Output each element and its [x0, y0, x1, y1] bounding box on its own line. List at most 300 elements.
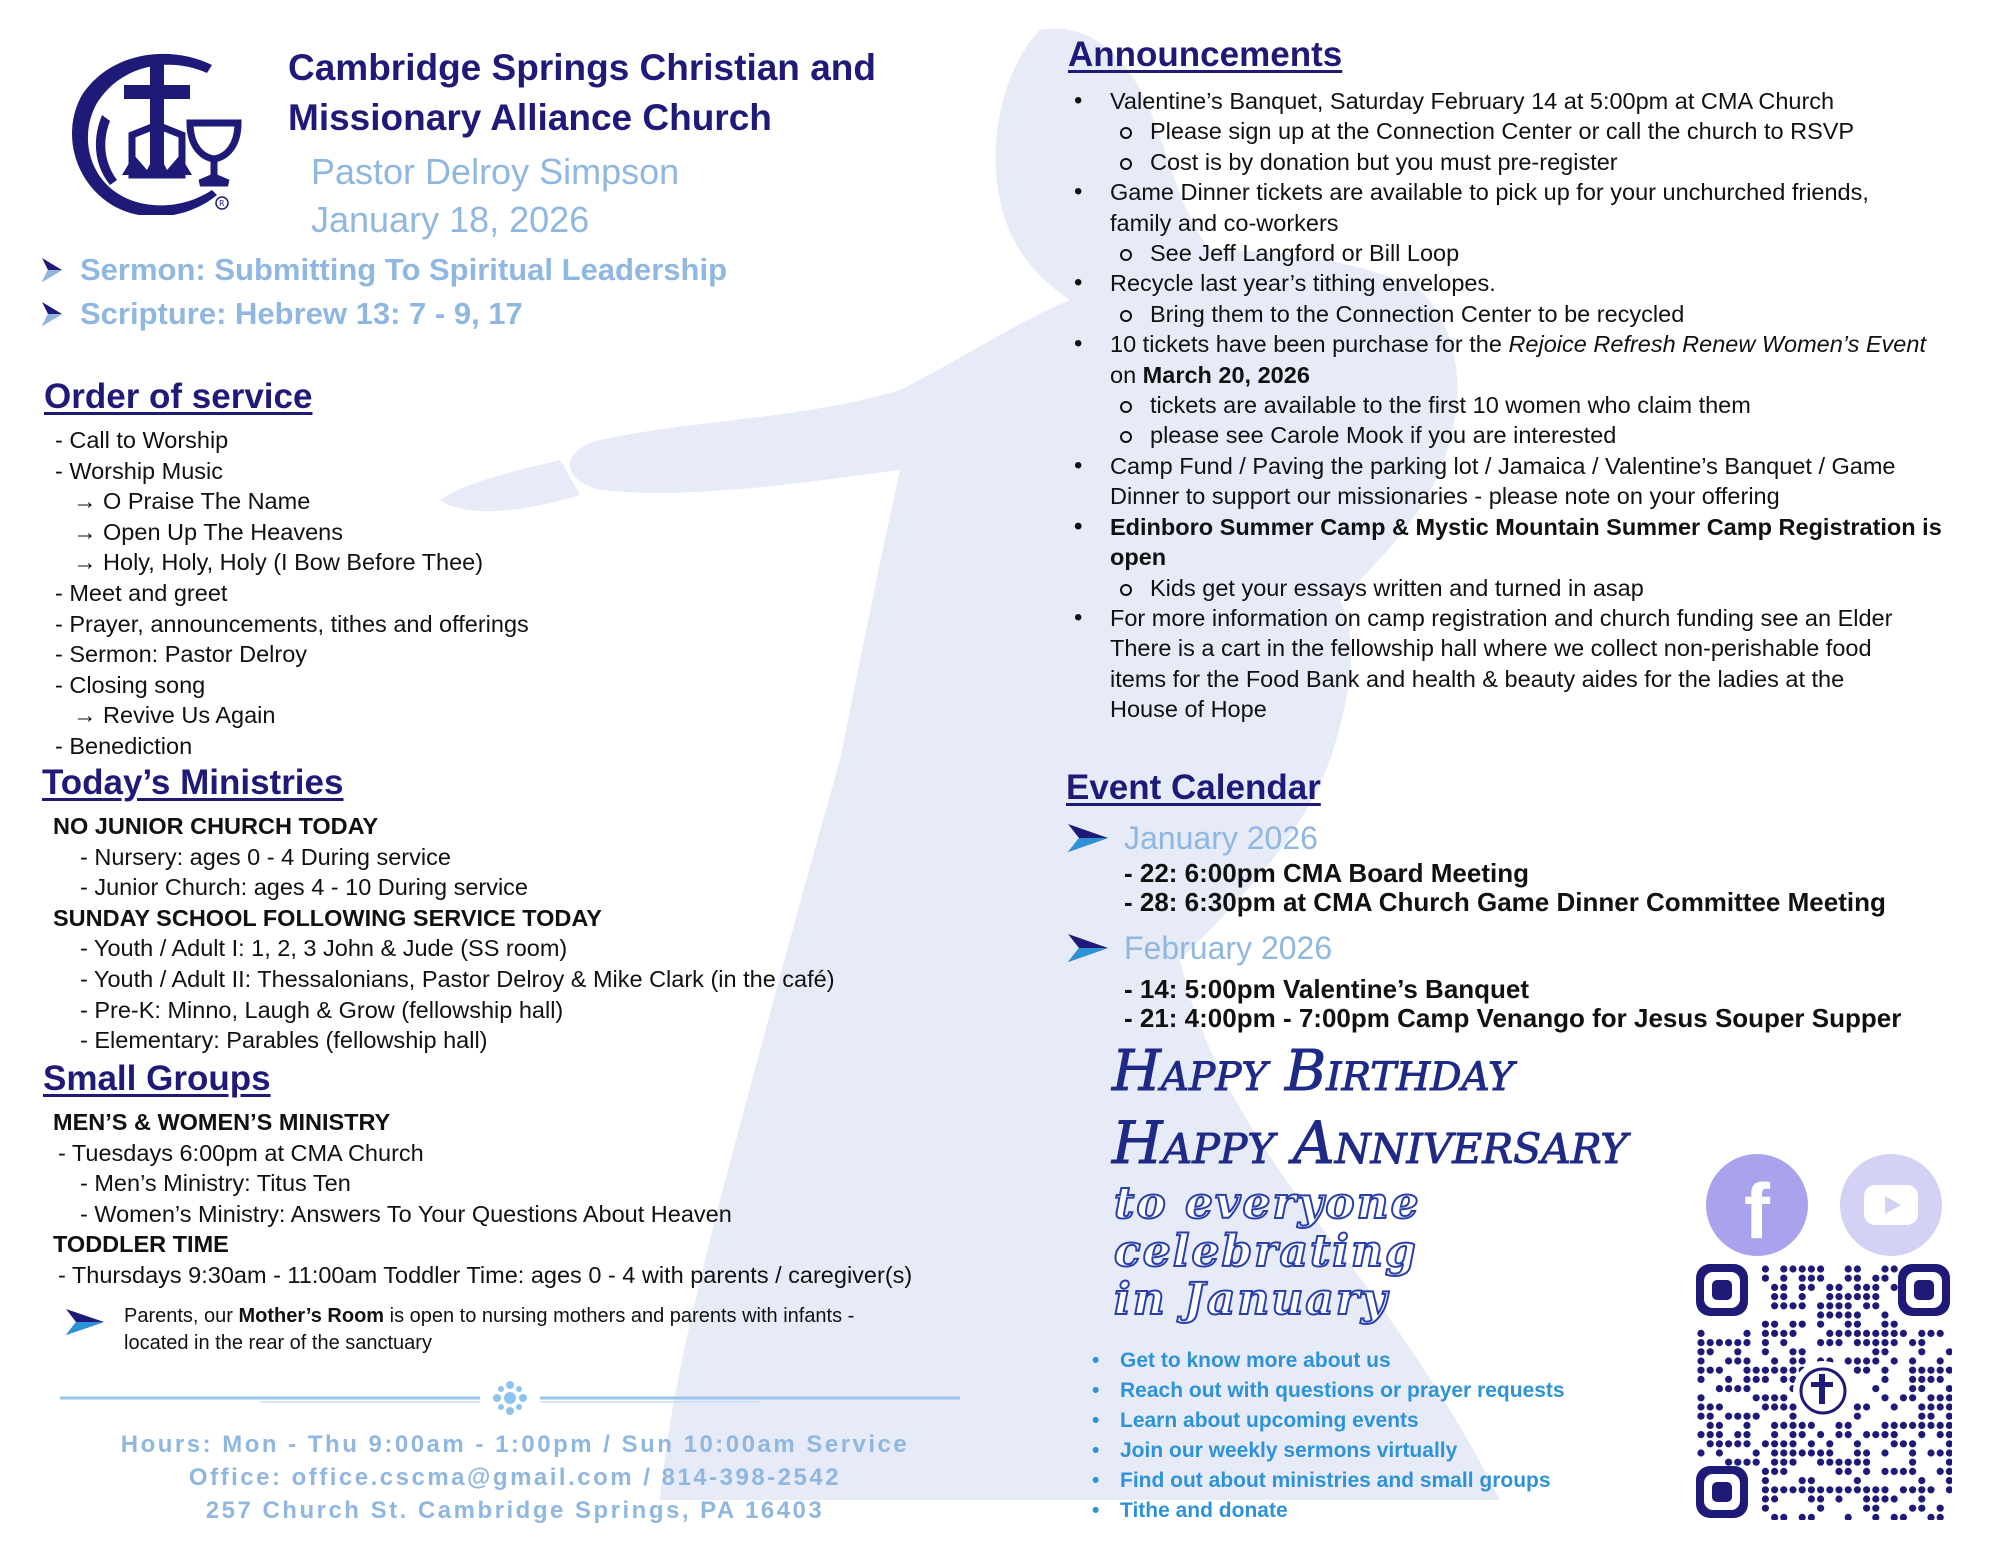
list-item: • Valentine’s Banquet, Saturday February 14 at 5:00pm at CMA Church: [1070, 86, 1970, 116]
qr-module: [1762, 1321, 1769, 1328]
qr-module: [1771, 1403, 1778, 1410]
qr-module: [1799, 1275, 1806, 1282]
qr-module: [1835, 1339, 1842, 1346]
qr-module: [1734, 1348, 1741, 1355]
qr-module: [1697, 1367, 1704, 1374]
sermon-info: [40, 248, 727, 336]
qr-module: [1854, 1275, 1861, 1282]
qr-module: [1780, 1265, 1787, 1272]
qr-module: [1743, 1459, 1750, 1466]
qr-module: [1762, 1505, 1769, 1512]
qr-module: [1909, 1440, 1916, 1447]
link-weekly-sermons[interactable]: • Join our weekly sermons virtually: [1090, 1436, 1565, 1466]
qr-module: [1799, 1348, 1806, 1355]
qr-module: [1753, 1459, 1760, 1466]
qr-module: [1835, 1486, 1842, 1493]
qr-module: [1872, 1284, 1879, 1291]
qr-module: [1845, 1321, 1852, 1328]
qr-module: [1872, 1431, 1879, 1438]
script-line: to everyone: [1114, 1178, 1421, 1229]
list-item: → Revive Us Again: [73, 702, 276, 729]
qr-module: [1707, 1403, 1714, 1410]
qr-module: [1854, 1265, 1861, 1272]
qr-module: [1743, 1357, 1750, 1364]
qr-module: [1946, 1440, 1952, 1447]
qr-module: [1817, 1321, 1824, 1328]
qr-module: [1872, 1486, 1879, 1493]
qr-module: [1826, 1486, 1833, 1493]
qr-module: [1743, 1422, 1750, 1429]
qr-module: [1725, 1440, 1732, 1447]
announcement-line: • Game Dinner tickets are available to pick up for your unchurched friends,: [1110, 179, 1869, 206]
scripture-reference: Scripture: Hebrew 13: 7 - 9, 17: [80, 296, 523, 331]
qr-module: [1817, 1449, 1824, 1456]
qr-module: [1881, 1394, 1888, 1401]
list-item: - Men’s Ministry: Titus Ten: [80, 1170, 351, 1197]
qr-module: [1771, 1431, 1778, 1438]
qr-module: [1826, 1459, 1833, 1466]
announcement-line: • Edinboro Summer Camp & Mystic Mountain Summer Camp Registration is: [1110, 513, 1942, 540]
qr-module: [1780, 1302, 1787, 1309]
qr-module: [1808, 1265, 1815, 1272]
small-groups-heading: Small Groups: [43, 1059, 271, 1098]
qr-module: [1927, 1403, 1934, 1410]
link-about-us[interactable]: • Get to know more about us: [1090, 1346, 1565, 1376]
qr-module: [1771, 1284, 1778, 1291]
event-item: - 14: 5:00pm Valentine’s Banquet: [1124, 974, 1530, 1004]
qr-module: [1799, 1431, 1806, 1438]
qr-module: [1817, 1339, 1824, 1346]
qr-module: [1743, 1339, 1750, 1346]
qr-code[interactable]: [1694, 1262, 1952, 1520]
qr-module: [1909, 1339, 1916, 1346]
list-item: - Pre-K: Minno, Laugh & Grow (fellowship hall): [80, 996, 564, 1023]
announcement-line: There is a cart in the fellowship hall where we collect non-perishable food: [1110, 635, 1872, 662]
footer-address: 257 Church St. Cambridge Springs, PA 16403: [205, 1497, 825, 1524]
qr-module: [1927, 1449, 1934, 1456]
qr-module: [1918, 1477, 1925, 1484]
qr-module: [1789, 1449, 1796, 1456]
link-prayer-requests[interactable]: • Reach out with questions or prayer requests: [1090, 1376, 1565, 1406]
qr-module: [1881, 1275, 1888, 1282]
qr-module: [1863, 1459, 1870, 1466]
qr-module: [1780, 1486, 1787, 1493]
qr-module: [1854, 1284, 1861, 1291]
qr-module: [1891, 1265, 1898, 1272]
qr-module: [1762, 1440, 1769, 1447]
qr-module: [1946, 1459, 1952, 1466]
event-item: - 22: 6:00pm CMA Board Meeting: [1124, 858, 1529, 888]
happy-anniversary-text: Happy Anniversary: [1112, 1109, 1628, 1177]
qr-module: [1789, 1265, 1796, 1272]
qr-module: [1845, 1357, 1852, 1364]
qr-module: [1918, 1413, 1925, 1420]
list-item: - Junior Church: ages 4 - 10 During service: [80, 874, 529, 901]
qr-module: [1918, 1495, 1925, 1502]
qr-module: [1946, 1403, 1952, 1410]
qr-module: [1891, 1284, 1898, 1291]
qr-module: [1909, 1459, 1916, 1466]
qr-module: [1881, 1468, 1888, 1475]
qr-module: [1891, 1514, 1898, 1520]
qr-module: [1725, 1376, 1732, 1383]
qr-module: [1845, 1293, 1852, 1300]
qr-module: [1697, 1449, 1704, 1456]
announcements-heading: Announcements: [1068, 35, 1343, 74]
qr-module: [1872, 1385, 1879, 1392]
qr-module: [1716, 1367, 1723, 1374]
qr-module: [1771, 1394, 1778, 1401]
qr-module: [1743, 1367, 1750, 1374]
qr-module: [1872, 1275, 1879, 1282]
qr-module: [1854, 1440, 1861, 1447]
chevron-right-icon: [40, 300, 64, 328]
qr-module: [1835, 1431, 1842, 1438]
church-name-line2: Missionary Alliance Church: [288, 97, 772, 138]
list-item: - Thursdays 9:30am - 11:00am Toddler Time: ages 0 - 4 with parents / caregiver(s): [58, 1261, 913, 1288]
qr-module: [1937, 1357, 1944, 1364]
qr-module: [1762, 1394, 1769, 1401]
qr-module: [1780, 1459, 1787, 1466]
qr-module: [1808, 1422, 1815, 1429]
january-header: [1066, 817, 1901, 859]
qr-module: [1817, 1311, 1824, 1318]
list-item: [1070, 451, 1970, 512]
qr-module: [1780, 1376, 1787, 1383]
list-item: See Jeff Langford or Bill Loop: [1070, 238, 1970, 268]
list-item: - Benediction: [55, 732, 193, 759]
qr-module: [1863, 1284, 1870, 1291]
qr-module: [1863, 1302, 1870, 1309]
qr-module: [1891, 1321, 1898, 1328]
qr-module: [1918, 1330, 1925, 1337]
qr-module: [1918, 1505, 1925, 1512]
qr-module: [1697, 1357, 1704, 1364]
qr-code-image: [1694, 1262, 1952, 1520]
qr-module: [1854, 1413, 1861, 1420]
announcement-line: open: [1110, 544, 1167, 571]
church-header: [288, 43, 876, 143]
qr-module: [1863, 1339, 1870, 1346]
qr-module: [1771, 1367, 1778, 1374]
qr-module: [1753, 1413, 1760, 1420]
qr-module: [1789, 1403, 1796, 1410]
qr-module: [1762, 1265, 1769, 1272]
note-prefix: Parents, our: [124, 1305, 239, 1327]
event-calendar: [1066, 817, 1901, 1033]
qr-module: [1854, 1357, 1861, 1364]
qr-module: [1716, 1403, 1723, 1410]
qr-module: [1845, 1311, 1852, 1318]
qr-module: [1854, 1477, 1861, 1484]
qr-module: [1799, 1477, 1806, 1484]
qr-module: [1771, 1302, 1778, 1309]
qr-module: [1937, 1449, 1944, 1456]
qr-module: [1762, 1468, 1769, 1475]
order-of-service-list: [55, 425, 529, 762]
qr-module: [1789, 1431, 1796, 1438]
qr-module: [1835, 1468, 1842, 1475]
list-item: Bring them to the Connection Center to be recycled: [1070, 299, 1970, 329]
qr-module: [1725, 1413, 1732, 1420]
qr-module: [1789, 1486, 1796, 1493]
qr-module: [1697, 1376, 1704, 1383]
qr-module: [1863, 1293, 1870, 1300]
qr-module: [1863, 1367, 1870, 1374]
qr-module: [1872, 1505, 1879, 1512]
qr-module: [1946, 1394, 1952, 1401]
church-name-line1: Cambridge Springs Christian and: [288, 47, 876, 88]
announcement-line: family and co-workers: [1110, 209, 1339, 236]
qr-module: [1900, 1514, 1907, 1520]
qr-module: [1909, 1367, 1916, 1374]
qr-module: [1697, 1431, 1704, 1438]
qr-module: [1845, 1265, 1852, 1272]
qr-module: [1780, 1330, 1787, 1337]
qr-module: [1725, 1357, 1732, 1364]
list-item: [1070, 177, 1970, 238]
chevron-right-icon: [64, 1305, 106, 1339]
qr-module: [1780, 1440, 1787, 1447]
qr-module: [1734, 1431, 1741, 1438]
qr-module: [1891, 1357, 1898, 1364]
qr-module: [1826, 1330, 1833, 1337]
qr-module: [1918, 1376, 1925, 1383]
facebook-letter: f: [1744, 1167, 1770, 1255]
qr-module: [1826, 1302, 1833, 1309]
qr-module: [1845, 1422, 1852, 1429]
qr-module: [1762, 1376, 1769, 1383]
qr-module: [1808, 1275, 1815, 1282]
qr-module: [1808, 1514, 1815, 1520]
qr-module: [1771, 1321, 1778, 1328]
qr-module: [1881, 1486, 1888, 1493]
qr-module: [1937, 1468, 1944, 1475]
qr-module: [1716, 1422, 1723, 1429]
celebration-script: [1114, 1180, 1421, 1324]
qr-module: [1789, 1413, 1796, 1420]
scripture-row: [40, 292, 727, 336]
announcement-line: • Camp Fund / Paving the parking lot / Jamaica / Valentine’s Banquet / Game: [1110, 452, 1896, 479]
qr-module: [1854, 1321, 1861, 1328]
qr-module: [1835, 1284, 1842, 1291]
list-item: → O Praise The Name: [73, 488, 311, 515]
qr-module: [1881, 1422, 1888, 1429]
qr-module: [1854, 1367, 1861, 1374]
qr-module: [1891, 1431, 1898, 1438]
qr-module: [1826, 1449, 1833, 1456]
qr-module: [1762, 1339, 1769, 1346]
qr-module: [1891, 1468, 1898, 1475]
footer: [40, 1428, 990, 1527]
qr-module: [1817, 1431, 1824, 1438]
qr-module: [1780, 1293, 1787, 1300]
qr-module: [1863, 1449, 1870, 1456]
event-name: Rejoice Refresh Renew Women’s Event: [1508, 331, 1926, 358]
script-line: celebrating: [1114, 1226, 1418, 1277]
qr-module: [1725, 1339, 1732, 1346]
chevron-right-icon: [1066, 820, 1110, 856]
list-item: - Call to Worship: [55, 427, 229, 453]
youtube-icon[interactable]: [1840, 1154, 1942, 1256]
qr-module: [1881, 1339, 1888, 1346]
qr-module: [1872, 1339, 1879, 1346]
qr-module: [1808, 1477, 1815, 1484]
qr-module: [1753, 1367, 1760, 1374]
qr-module: [1808, 1440, 1815, 1447]
qr-module: [1872, 1348, 1879, 1355]
svg-text:R: R: [219, 199, 225, 208]
qr-module: [1937, 1431, 1944, 1438]
link-upcoming-events[interactable]: • Learn about upcoming events: [1090, 1406, 1565, 1436]
qr-module: [1771, 1459, 1778, 1466]
happy-birthday-text: Happy Birthday: [1112, 1039, 1514, 1104]
qr-module: [1881, 1495, 1888, 1502]
link-ministries[interactable]: • Find out about ministries and small groups: [1090, 1466, 1565, 1496]
qr-module: [1863, 1486, 1870, 1493]
qr-module: [1863, 1505, 1870, 1512]
qr-module: [1863, 1403, 1870, 1410]
facebook-icon[interactable]: [1706, 1154, 1808, 1256]
qr-module: [1707, 1422, 1714, 1429]
qr-module: [1946, 1413, 1952, 1420]
qr-module: [1780, 1449, 1787, 1456]
list-item: - Tuesdays 6:00pm at CMA Church: [58, 1139, 424, 1166]
qr-module: [1817, 1275, 1824, 1282]
qr-module: [1900, 1394, 1907, 1401]
qr-module: [1808, 1284, 1815, 1291]
qr-module: [1845, 1302, 1852, 1309]
qr-module: [1937, 1376, 1944, 1383]
qr-module: [1743, 1330, 1750, 1337]
ministries-list: [53, 811, 835, 1056]
chevron-right-icon: [40, 256, 64, 284]
qr-module: [1780, 1339, 1787, 1346]
qr-module: [1789, 1321, 1796, 1328]
qr-module: [1881, 1449, 1888, 1456]
qr-module: [1918, 1422, 1925, 1429]
qr-module: [1854, 1486, 1861, 1493]
qr-module: [1826, 1293, 1833, 1300]
qr-module: [1854, 1449, 1861, 1456]
footer-office: Office: office.cscma@gmail.com / 814-398-2542: [188, 1464, 842, 1491]
announcement-text: 10 tickets have been purchase for the: [1110, 331, 1509, 358]
qr-module: [1891, 1403, 1898, 1410]
qr-module: [1909, 1468, 1916, 1475]
qr-module: [1799, 1302, 1806, 1309]
qr-module: [1946, 1477, 1952, 1484]
qr-module: [1753, 1449, 1760, 1456]
qr-module: [1762, 1330, 1769, 1337]
qr-module: [1881, 1431, 1888, 1438]
qr-module: [1734, 1440, 1741, 1447]
qr-module: [1771, 1422, 1778, 1429]
qr-module: [1771, 1330, 1778, 1337]
qr-module: [1937, 1422, 1944, 1429]
qr-module: [1900, 1330, 1907, 1337]
qr-module: [1697, 1394, 1704, 1401]
qr-module: [1845, 1431, 1852, 1438]
qr-module: [1909, 1486, 1916, 1493]
list-item: - Elementary: Parables (fellowship hall): [80, 1027, 488, 1054]
qr-module: [1771, 1449, 1778, 1456]
qr-module: [1707, 1431, 1714, 1438]
qr-module: [1697, 1339, 1704, 1346]
qr-module: [1743, 1413, 1750, 1420]
announcement-text: on: [1110, 361, 1143, 388]
cma-logo: [62, 45, 252, 215]
chevron-right-icon: [1066, 930, 1110, 966]
qr-module: [1872, 1293, 1879, 1300]
qr-module: [1707, 1440, 1714, 1447]
qr-module: [1789, 1459, 1796, 1466]
qr-module: [1762, 1477, 1769, 1484]
list-item: [1070, 329, 1970, 390]
event-calendar-heading: Event Calendar: [1066, 768, 1321, 807]
qr-module: [1707, 1348, 1714, 1355]
qr-module: [1872, 1357, 1879, 1364]
bulletin-date: January 18, 2026: [311, 199, 590, 240]
february-header: [1066, 927, 1901, 969]
qr-module: [1789, 1330, 1796, 1337]
decorative-divider: [60, 1378, 960, 1418]
qr-module: [1799, 1284, 1806, 1291]
qr-module: [1697, 1330, 1704, 1337]
list-item: - Closing song: [55, 671, 206, 698]
qr-module: [1909, 1422, 1916, 1429]
small-groups-list: [53, 1107, 912, 1291]
sunday-school-heading: SUNDAY SCHOOL FOLLOWING SERVICE TODAY: [53, 904, 602, 931]
script-line: in January: [1114, 1274, 1389, 1325]
qr-module: [1891, 1330, 1898, 1337]
qr-module: [1817, 1495, 1824, 1502]
qr-module: [1826, 1339, 1833, 1346]
announcement-line: Dinner to support our missionaries - please note on your offering: [1110, 483, 1780, 510]
qr-module: [1946, 1385, 1952, 1392]
qr-module: [1946, 1486, 1952, 1493]
qr-module: [1734, 1357, 1741, 1364]
announcement-line: House of Hope: [1110, 696, 1267, 723]
qr-module: [1854, 1339, 1861, 1346]
qr-module: [1789, 1422, 1796, 1429]
qr-module: [1734, 1459, 1741, 1466]
qr-module: [1937, 1367, 1944, 1374]
qr-module: [1753, 1376, 1760, 1383]
qr-module: [1927, 1367, 1934, 1374]
link-tithe-donate[interactable]: • Tithe and donate: [1090, 1496, 1565, 1526]
qr-module: [1826, 1284, 1833, 1291]
list-item: - Worship Music: [55, 457, 224, 484]
sermon-row: [40, 248, 727, 292]
qr-module: [1743, 1376, 1750, 1383]
qr-module: [1854, 1293, 1861, 1300]
qr-module: [1771, 1293, 1778, 1300]
qr-module: [1799, 1321, 1806, 1328]
qr-module: [1697, 1403, 1704, 1410]
qr-module: [1927, 1413, 1934, 1420]
qr-module: [1771, 1468, 1778, 1475]
qr-module: [1771, 1486, 1778, 1493]
qr-module: [1799, 1514, 1806, 1520]
qr-module: [1725, 1385, 1732, 1392]
qr-module: [1937, 1330, 1944, 1337]
qr-module: [1799, 1357, 1806, 1364]
qr-module: [1780, 1394, 1787, 1401]
qr-module: [1946, 1422, 1952, 1429]
qr-module: [1771, 1495, 1778, 1502]
qr-module: [1716, 1440, 1723, 1447]
qr-module: [1946, 1449, 1952, 1456]
